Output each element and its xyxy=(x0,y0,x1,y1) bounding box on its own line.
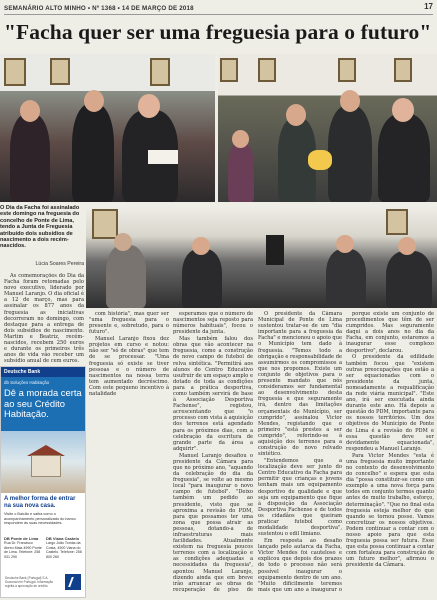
person-woman xyxy=(10,114,50,202)
person-head xyxy=(392,98,414,122)
article-column-3 xyxy=(173,311,253,593)
person-head xyxy=(114,233,132,251)
contact-title: DB Viana Castelo xyxy=(46,536,80,541)
page-header xyxy=(4,2,433,15)
person-seated xyxy=(386,251,432,308)
photo-family-ceremony xyxy=(0,54,215,202)
article-column-5 xyxy=(346,311,434,593)
ad-headline-band xyxy=(1,377,86,431)
person-man xyxy=(328,106,372,202)
photo-caption: O Dia da Facha foi assinalado este domingo na freguesia do concelho de Ponte de Lima, tendo a Junta de Freguesia atribuído dois subsídios de nascimento a dois recém-nascidos. xyxy=(0,205,80,250)
paragraph: Em resposta ao desafio lançado pelo autarca da Facha, Victor Mendes foi cauteloso e explicou que depois dos prazos de todo o processo não será possível inaugurar o equipamento dentro de um ano. "Muito dificilmente teremos mais que um ano a inaugurar o xyxy=(258,538,342,593)
contact-text: Largo João Tomás da Costa, 4900 Viana do Castelo. Telefone: 258 800 260 xyxy=(46,541,82,559)
author-byline: Lúcia Soares Pereira xyxy=(35,261,84,267)
person-head xyxy=(398,237,416,255)
paragraph: "Entendemos que a localização deve ser junto do Centro Educativo da Facha para permitir que crianças e jovens tenham mais um equipamento desportivo de qualidade e que seja um equipamento que fique à disposição da Associação Desportiva Fachense e de todos os cidadãos que queiram praticar futebol como modalidade desportiva", sustentou o edil limiano. xyxy=(258,458,342,538)
wall-portrait xyxy=(150,58,170,86)
envelope xyxy=(148,150,178,164)
ad-contact-ponte-de-lima xyxy=(4,537,42,559)
person-man-child xyxy=(72,104,114,202)
paragraph: O presidente da Câmara Municipal de Ponte de Lima sustentou tratar-se de um "dia importante para a freguesia da Facha" e mencionou o apoio que o Município tem dado à freguesia. "Temos todo a obrigação e responsabilidade de assumirmos os compromissos a que nos propomos. Existe um conjunto de objetivos para o presente mandato que nós consideramos ser fundamental ao desenvolvimento desta freguesia e que seguramente irá, dentro das limitações orçamentais do Município, ser cumprido", assinalou Victor Mendes, registando que o primeiro "está prestes a ser cumprido", referindo-se à aquisição dos terrenos para a construção do novo relvado sintético. xyxy=(258,311,342,458)
ad-subtitle: db Soluções Habitação xyxy=(4,380,50,385)
person-seated-man xyxy=(182,249,222,308)
wall-portrait xyxy=(338,58,356,82)
wall-portrait xyxy=(386,209,408,235)
house-icon xyxy=(31,455,61,477)
person-head xyxy=(192,237,210,255)
person-seated-woman xyxy=(106,245,146,308)
contact-title: DB Ponte de Lima xyxy=(4,536,39,541)
paragraph: porque existe um conjunto de procedimentos que têm de ser cumpridos. Mas seguramente daqui a dois anos no dia da Facha, em conjunto, estaremos a inaugurar esse complexo desportivo", declarou. xyxy=(346,311,434,354)
ad-footer xyxy=(1,567,85,597)
photo-audience xyxy=(86,205,437,308)
person-head xyxy=(20,100,40,122)
person-head xyxy=(84,90,104,112)
paragraph: esperamos que o número de nascimentos seja reposto para números habituais", focou o presidente da junta. xyxy=(173,311,253,336)
paragraph: As comemorações do Dia da Facha foram retomadas pelo novo executivo, liderado por Manuel Laranjo. O dia oficial é a 12 de março, mas para assinalar os 877 anos da freguesia as iniciativas decorreram no domingo, com destaque para a entrega de dois subsídios de nascimento. Martim e Beatriz, recém-nascidos, recebem 250 euros e durante os primeiros três anos de vida vão receber um subsídio anual de cem euros. xyxy=(4,273,84,363)
edition-line: SEMANÁRIO ALTO MINHO • Nº 1368 • 14 DE MARÇO DE 2018 xyxy=(4,5,194,12)
person-head xyxy=(232,130,249,148)
person-head xyxy=(340,90,360,112)
article-title: "Facha quer ser uma freguesia para o futuro" xyxy=(4,20,432,44)
wall-portrait xyxy=(394,58,412,82)
person-girl xyxy=(228,142,254,202)
wall-portrait xyxy=(50,58,70,85)
person-head xyxy=(336,235,354,253)
paragraph: com história", mas quer ser "uma freguesia para o presente e, sobretudo, para o futuro". xyxy=(89,311,169,336)
wall-portrait xyxy=(220,58,238,82)
person-head xyxy=(138,94,160,118)
wall-portrait xyxy=(4,58,26,86)
person-mayor xyxy=(378,114,430,202)
photo-second-family xyxy=(218,54,437,202)
ad-disclaimer: Deutsche Bank (Portugal) S.A. Sucursal em Portugal. Informação sujeita a aprovação de crédito. xyxy=(5,576,54,588)
person-seated xyxy=(326,249,366,308)
ad-brand-top: Deutsche Bank xyxy=(1,367,86,377)
bank-advertisement[interactable] xyxy=(0,366,86,598)
person-head xyxy=(286,104,306,126)
wall-portrait xyxy=(258,58,276,82)
contact-text: Rua Dr. Francisco Abreu Maia 4990 Ponte de Lima. Telefone: 258 931 290 xyxy=(4,541,42,559)
ad-contact-viana xyxy=(46,537,84,559)
paragraph: Mas também falou dos obras que vão acontecer na freguesia, como a construção de novo campo de futebol de relva sintética. "Permitirá aos alunos do Centro Educativo usufruir de um espaço amplo e dotado de toda as condições para a prática desportiva, como também servirá de base à Associação Desportiva Fachense", registou, acrescentando que "o processo com vista à aquisição dos terrenos está agendado para os próximos dias, com a celebração da escritura de grande parte da área a adquirir". xyxy=(173,336,253,452)
deutsche-bank-logo-icon xyxy=(65,574,81,590)
article-column-1 xyxy=(4,273,84,363)
wall-portrait xyxy=(92,209,118,239)
ad-slogan: A melhor forma de entrar na sua nova casa. xyxy=(4,496,76,509)
ad-body: Visite o Balcão e saiba como o acompanhamento personalizado do banco respondem às suas necessidades. xyxy=(4,512,76,526)
ad-headline: Dê a morada certa ao seu Crédito Habitação. xyxy=(4,387,82,419)
page-number: 17 xyxy=(424,2,433,11)
podium xyxy=(266,235,284,265)
article-column-4 xyxy=(258,311,342,593)
paragraph: Manuel Laranjo fixou dez projetos em curso e notou: não ser "só de obras" que tem de se processar. "Uma freguesia só existe se tiver pessoas e o número de nascimentos na nossa terra tem aumentado decréscimo. Com este pequeno incentivo à natalidade xyxy=(89,336,169,398)
ad-house-image xyxy=(1,431,86,493)
paragraph: Manuel Laranjo desafiou o presidente da Câmara para que no próximo ano, "aquando da celebração do dia da freguesia", se volte ao mesmo local "para inaugurar o novo campo de futebol". "Deixo também um pedido ao presidente, visto que se aproxima a revisão do PDM, para que possamos ter uma zona que possa atrair as pessoas, dotando-a de infraestruturas mais facilidades. Atualmente existem na freguesia poucos terrenos com a localização e as condições adequadas a necessidades da freguesia", apontou Manuel Laranjo, dizendo ainda que em breve irão arrancar as obras de recuperação de piso de xyxy=(173,452,253,593)
baby xyxy=(308,150,332,170)
paragraph: O presidente da edilidade também focou que "existem outras preocupações que estão a ser equacionadas com o presidente da junta, nomeadamente a requalificação da rede viária municipal". "Este ano, irá ser executada ainda durante este ano. Há depois a questão do PDM, importante para os nossos territórios. Um dos objetivos do Município de Ponte de Lima é a revisão do PDM e essa questão deve ser devidamente equacionada", respondeu a Manuel Laranjo. xyxy=(346,354,434,452)
article-column-2 xyxy=(89,311,169,593)
paragraph: Para Victor Mendes "esta é uma freguesia muito importante no contexto do desenvolvimento do concelho" e espera que esta dia "possa constituir-se como um exemplo a uma nova força para todos em conjunto termos quanto antes de muito trabalho, esforço, determinação". "Que no final esta freguesia esteja melhor do que quando se tornou posse. Vamos concretizar os nossos objetivos. Podem continuar a contar com o nosso apoio para que esta freguesia possa ser futura. Esse que esta possa continuar a contar com fortaleza para construção de um futuro melhor", afirmou o presidente da Câmara. xyxy=(346,452,434,569)
ad-contacts xyxy=(4,537,84,559)
